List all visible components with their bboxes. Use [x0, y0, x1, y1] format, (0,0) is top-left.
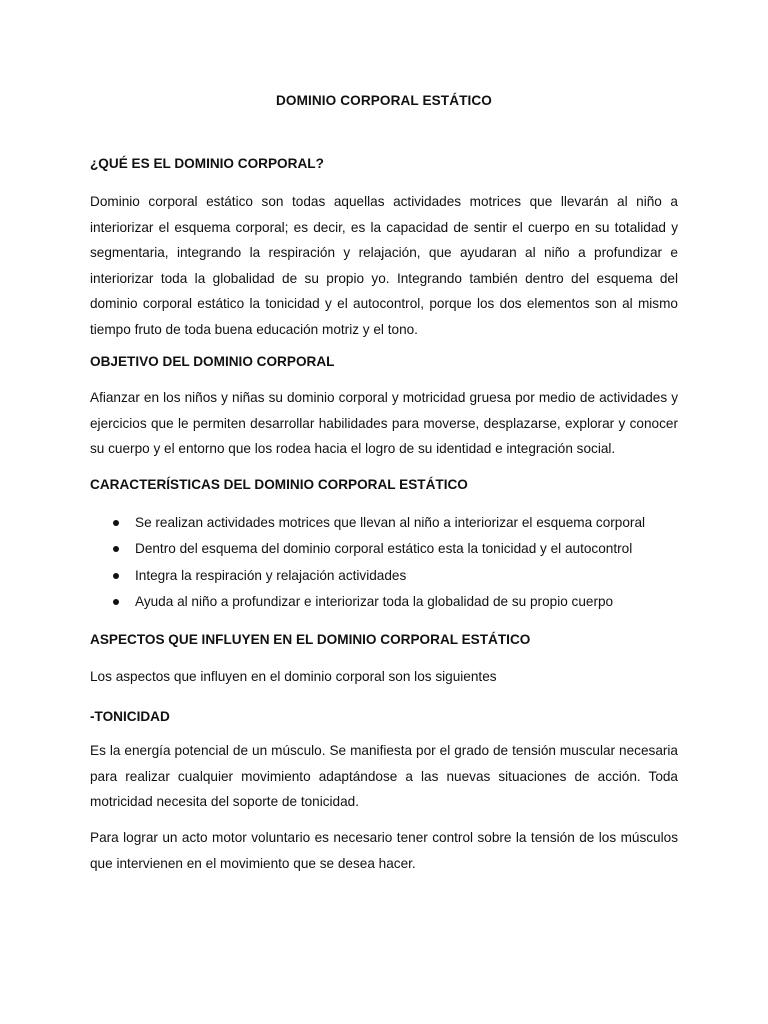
section-heading-caracteristicas: CARACTERÍSTICAS DEL DOMINIO CORPORAL ESTÁTICO: [90, 477, 468, 492]
list-item-text: Dentro del esquema del dominio corporal estático esta la tonicidad y el autocontrol: [135, 541, 633, 557]
bullet-icon: [113, 546, 119, 552]
paragraph-objetivo: Afianzar en los niños y niñas su dominio corporal y motricidad gruesa por medio de actividades y ejercicios que le permiten desarrollar habilidades para moverse, desplazarse, explorar y conocer su cuerpo y el entorno que los rodea hacia el logro de su identidad e integración social.: [90, 390, 678, 457]
characteristics-list: [90, 510, 678, 615]
list-item: [90, 563, 678, 589]
list-item-text: Integra la respiración y relajación actividades: [135, 567, 407, 583]
section-heading-objetivo: OBJETIVO DEL DOMINIO CORPORAL: [90, 354, 335, 369]
list-item-text: Se realizan actividades motrices que llevan al niño a interiorizar el esquema corporal: [135, 515, 646, 530]
paragraph-aspectos: Los aspectos que influyen en el dominio corporal son los siguientes: [90, 669, 497, 684]
section-heading-que-es: ¿QUÉ ES EL DOMINIO CORPORAL?: [90, 156, 324, 171]
section-heading-aspectos: ASPECTOS QUE INFLUYEN EN EL DOMINIO CORPORAL ESTÁTICO: [90, 632, 531, 647]
document-title: DOMINIO CORPORAL ESTÁTICO: [276, 93, 492, 108]
section-heading-tonicidad: -TONICIDAD: [90, 709, 170, 724]
paragraph-que-es: Dominio corporal estático son todas aquellas actividades motrices que llevarán al niño a interiorizar el esquema corporal; es decir, es la capacidad de sentir el cuerpo en su totalidad y segmentaria, integrando la respiración y relajación, que ayudaran al niño a profundizar e interiorizar toda la globalidad de su propio yo. Integrando también dentro del esquema del dominio corporal estático la tonicidad y el autocontrol, porque los dos elementos son al mismo tiempo fruto de toda buena educación motriz y el tono.: [90, 194, 678, 337]
list-item-text: Ayuda al niño a profundizar e interiorizar toda la globalidad de su propio cuerpo: [135, 593, 614, 609]
list-item: [90, 536, 678, 562]
paragraph-tonicidad-2: Para lograr un acto motor voluntario es necesario tener control sobre la tensión de los músculos que intervienen en el movimiento que se desea hacer.: [90, 830, 678, 871]
bullet-icon: [113, 573, 119, 579]
paragraph-tonicidad-1: Es la energía potencial de un músculo. Se manifiesta por el grado de tensión muscular necesaria para realizar cualquier movimiento adaptándose a las nuevas situaciones de acción. Toda motricidad necesita del soporte de tonicidad.: [90, 743, 678, 810]
list-item: [90, 510, 678, 536]
list-item: [90, 589, 678, 615]
bullet-icon: [113, 520, 119, 526]
bullet-icon: [113, 599, 119, 605]
